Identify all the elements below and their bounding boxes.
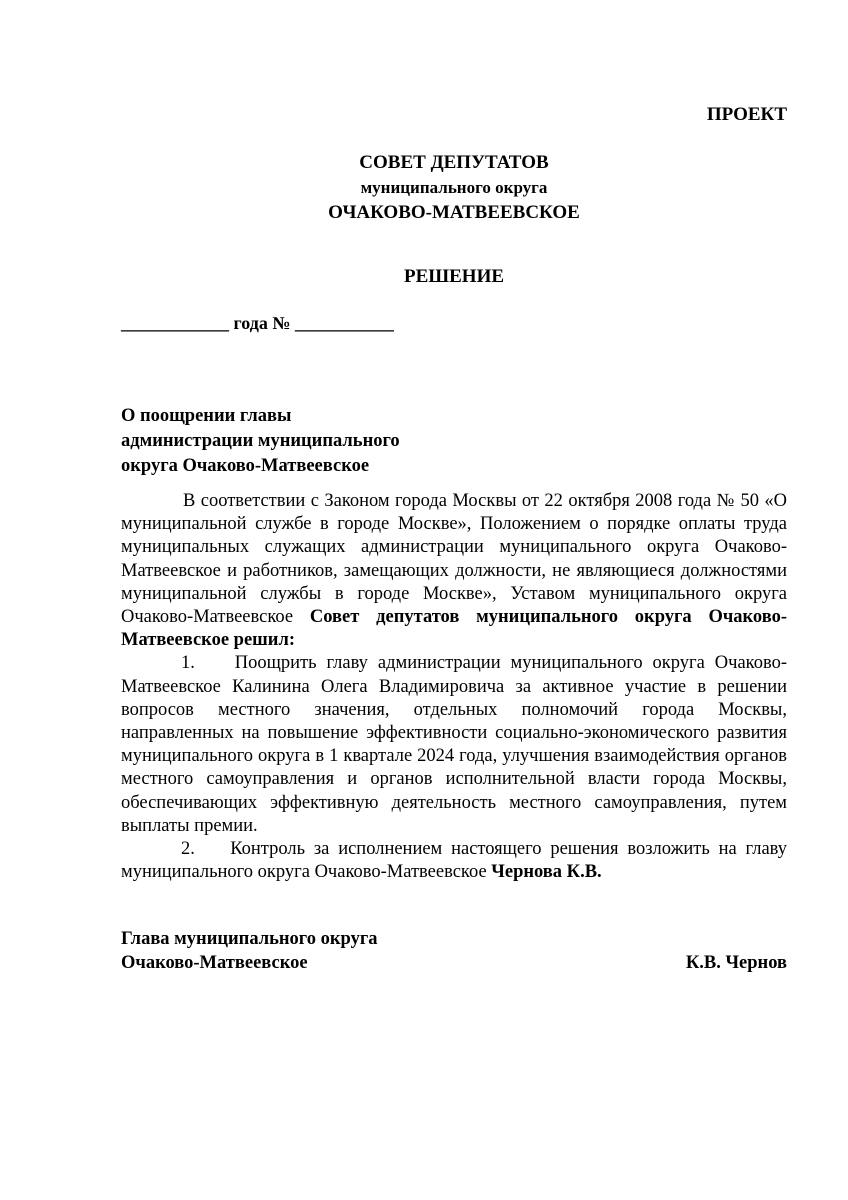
- council-header: [0, 150, 848, 225]
- preamble-bold-tail: Совет депутатов муниципального округа Очаково-Матвеевское решил:: [121, 607, 787, 651]
- subject-line-3: округа Очаково-Матвеевское: [121, 456, 370, 476]
- subject-line-2: администрации муниципального: [121, 431, 400, 451]
- signature-title-line-2: Очаково-Матвеевское: [121, 953, 308, 973]
- header-line-1: СОВЕТ ДЕПУТАТОВ: [359, 152, 549, 173]
- header-line-3: ОЧАКОВО-МАТВЕЕВСКОЕ: [328, 202, 580, 223]
- signature-title-line-1: Глава муниципального округа: [121, 929, 378, 949]
- signatory-name: К.В. Чернов: [685, 953, 787, 973]
- decision-item: [121, 652, 787, 838]
- header-line-2: муниципального округа: [360, 178, 548, 197]
- decision-body: [121, 490, 787, 884]
- item-bold-tail: Чернова К.В.: [491, 862, 602, 883]
- decision-subject: [121, 404, 400, 479]
- decision-item: [121, 838, 787, 884]
- item-number: 2.: [181, 839, 195, 860]
- item-text: Контроль за исполнением настоящего решения возложить на главу муниципального округа Очаково-Матвеевское: [121, 839, 788, 883]
- item-text: Поощрить главу администрации муниципального округа Очаково-Матвеевское Калинина Олега Владимировича за активное участие в решении вопросов местного значения, отдельных полномочий города Москвы, направленных на повышение эффективности социально-экономического развития муниципального округа в 1 квартале 2024 года, улучшения взаимодействия органов местного самоуправления и органов исполнительной власти города Москвы, обеспечивающих эффективную деятельность местного самоуправления, путем выплаты премии.: [121, 653, 787, 836]
- subject-line-1: О поощрении главы: [121, 406, 292, 426]
- item-number: 1.: [181, 653, 195, 674]
- decision-title: РЕШЕНИЕ: [403, 266, 505, 287]
- draft-label: ПРОЕКТ: [706, 104, 787, 125]
- date-number-line: ____________ года № ___________: [121, 313, 394, 333]
- signature-row: [121, 951, 787, 975]
- preamble-text: В соответствии с Законом города Москвы от 22 октября 2008 года № 50 «О муниципальной службе в городе Москве», Положением о порядке оплаты труда муниципальных служащих администрации муниципального округа Очаково-Матвеевское и работников, замещающих должности, не являющиеся должностями муниципальной службы в городе Москве», Уставом муниципального округа Очаково-Матвеевское: [121, 491, 787, 628]
- preamble-paragraph: [121, 490, 787, 652]
- signature-block: [121, 927, 787, 975]
